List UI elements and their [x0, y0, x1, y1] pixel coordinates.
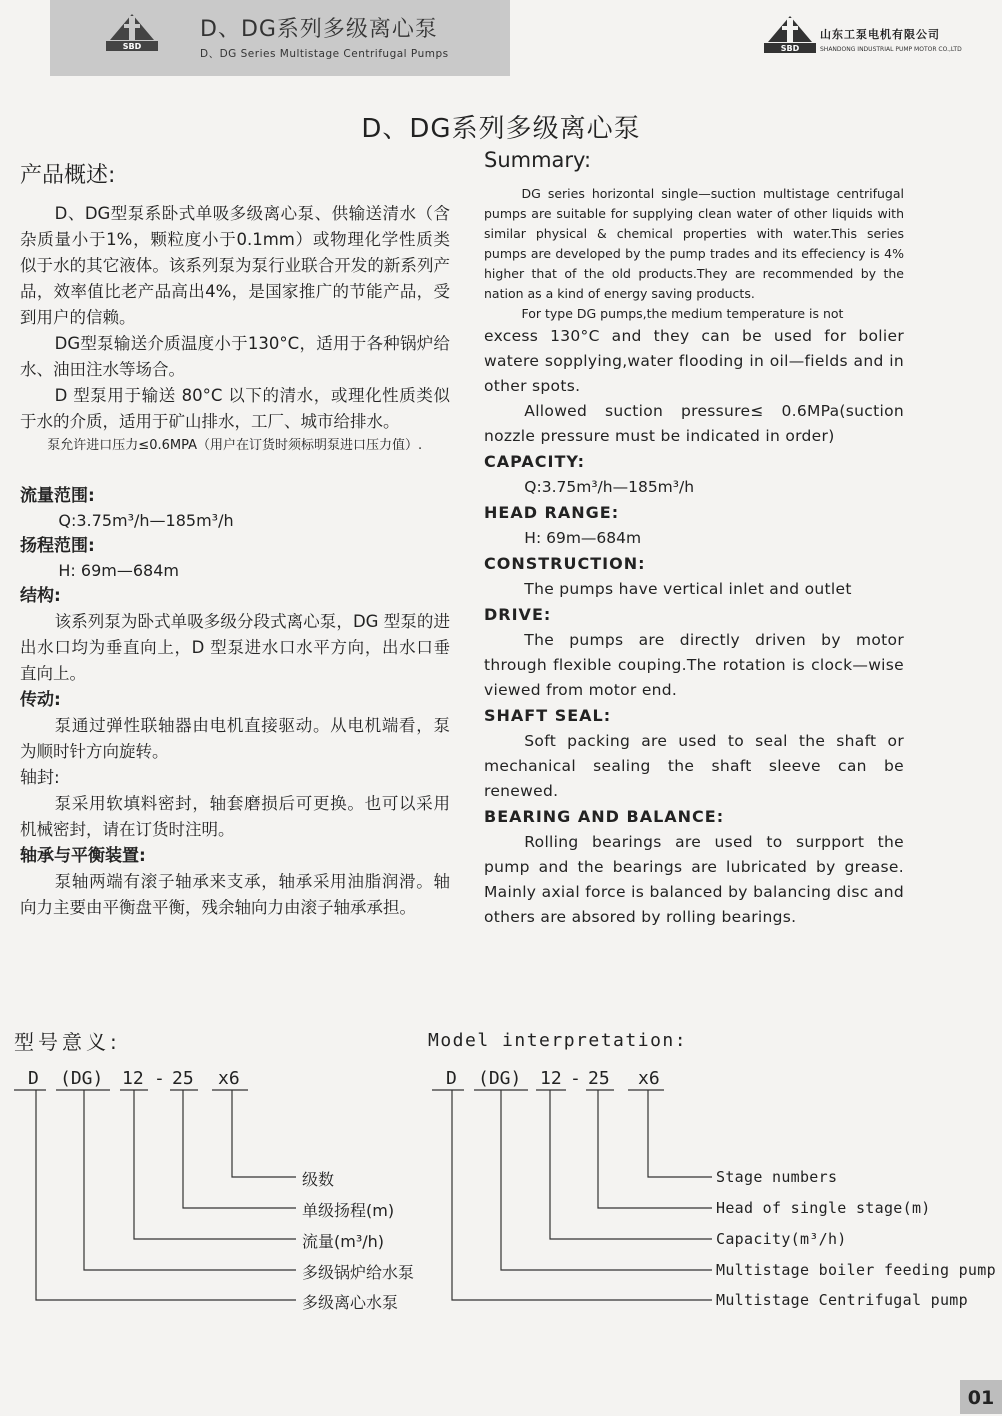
label-en-stages: Stage numbers [716, 1168, 838, 1186]
overview-paragraph-4: 泵允许进口压力≤0.6MPA（用户在订货时须标明泵进口压力值）. [47, 438, 423, 453]
bearing-heading: 轴承与平衡装置: [20, 846, 146, 866]
flow-value: Q:3.75m³/h—185m³/h [58, 511, 234, 530]
label-cn-head: 单级扬程(m) [302, 1201, 395, 1220]
code-part-dg: (DG) [60, 1068, 104, 1089]
drive-heading-en: DRIVE: [484, 605, 552, 624]
header-title: D、DG系列多级离心泵 [200, 17, 438, 42]
code-part-dg: (DG) [478, 1068, 522, 1089]
head-value: H: 69m—684m [58, 561, 179, 580]
bearing-text: 泵轴两端有滚子轴承来支承，轴承采用油脂润滑。轴向力主要由平衡盘平衡，残余轴向力由滚子轴承承担。 [20, 872, 450, 917]
overview-paragraph-2: DG型泵输送介质温度小于130°C，适用于各种锅炉给水、油田注水等场合。 [20, 334, 450, 379]
construction-heading: CONSTRUCTION: [484, 554, 646, 573]
head-range-heading: HEAD RANGE: [484, 503, 620, 522]
summary-paragraph-1: DG series horizontal single—suction multistage centrifugal pumps are suitable for supplying clean water of other liquids with similar physical & chemical properties with water.This series pumps are developed by the pump trades and its effeciency is 4% higher that of the old products.They are recommended by the nation as a kind of energy saving products. [484, 186, 904, 301]
overview-paragraph-3: D 型泵用于输送 80°C 以下的清水，或理化性质类似于水的介质，适用于矿山排水，工厂、城市给排水。 [20, 386, 450, 431]
overview-paragraph-1: D、DG型泵系卧式单吸多级离心泵、供输送清水（含杂质量小于1%，颗粒度小于0.1mm）或物理化学性质类似于水的其它液体。该系列泵为泵行业联合开发的新系列产品，效率值比老产品高出4%，是国家推广的节能产品，受到用户的信赖。 [20, 204, 450, 327]
drive-text: 泵通过弹性联轴器由电机直接驱动。从电机端看，泵为顺时针方向旋转。 [20, 716, 450, 761]
label-cn-centrifugal: 多级离心水泵 [302, 1293, 399, 1312]
code-part-d: D [446, 1068, 457, 1089]
overview-heading: 产品概述: [20, 163, 116, 188]
model-title-en: Model interpretation: [428, 1030, 688, 1051]
summary-paragraph-2b: excess 130°C and they can be used for bolier watere sopplying,water flooding in oil—fields and in other spots. [484, 327, 904, 395]
header-subtitle: D、DG Series Multistage Centrifugal Pumps [200, 48, 449, 60]
summary-paragraph-2a: For type DG pumps,the medium temperature is not [521, 306, 844, 321]
code-dash: - [570, 1068, 581, 1089]
label-en-head: Head of single stage(m) [716, 1199, 931, 1217]
label-cn-stages: 级数 [302, 1170, 335, 1189]
code-part-stages: x6 [638, 1068, 660, 1089]
logo-text: SBD [122, 42, 142, 51]
shaft-seal-heading: SHAFT SEAL: [484, 706, 612, 725]
construction-text: The pumps have vertical inlet and outlet [524, 580, 852, 598]
label-cn-capacity: 流量(m³/h) [302, 1232, 385, 1251]
code-part-stages: x6 [218, 1068, 240, 1089]
structure-heading: 结构: [20, 586, 61, 606]
logo-text: SBD [780, 44, 800, 53]
code-dash: - [154, 1068, 165, 1089]
seal-heading: 轴封: [20, 768, 60, 788]
bearing-balance-heading: BEARING AND BALANCE: [484, 807, 725, 826]
code-part-d: D [28, 1068, 39, 1089]
drive-text-en: The pumps are directly driven by motor through flexible couping.The rotation is clock—wise viewed from motor end. [484, 631, 904, 699]
company-name-cn: 山东工泵电机有限公司 [820, 28, 940, 41]
shaft-seal-text: Soft packing are used to seal the shaft or mechanical sealing the shaft sleeve can be renewed. [484, 732, 904, 800]
label-en-capacity: Capacity(m³/h) [716, 1230, 847, 1248]
code-part-capacity: 12 [122, 1068, 144, 1089]
code-part-head: 25 [588, 1068, 610, 1089]
drive-heading: 传动: [20, 690, 61, 710]
label-en-centrifugal: Multistage Centrifugal pump [716, 1291, 968, 1309]
flow-heading: 流量范围: [20, 486, 95, 506]
model-title-cn: 型号意义: [14, 1030, 121, 1054]
summary-heading: Summary: [484, 148, 592, 172]
page-number: 01 [960, 1380, 1002, 1414]
label-cn-boiler: 多级锅炉给水泵 [302, 1263, 415, 1282]
capacity-heading: CAPACITY: [484, 452, 585, 471]
company-name-en: SHANDONG INDUSTRIAL PUMP MOTOR CO.,LTD [820, 46, 962, 53]
label-en-boiler: Multistage boiler feeding pump [716, 1261, 996, 1279]
page-title: D、DG系列多级离心泵 [361, 114, 641, 144]
structure-text: 该系列泵为卧式单吸多级分段式离心泵，DG 型泵的进出水口均为垂直向上，D 型泵进水口水平方向，出水口垂直向上。 [20, 612, 450, 683]
code-part-capacity: 12 [540, 1068, 562, 1089]
summary-paragraph-3: Allowed suction pressure≤ 0.6MPa(suction nozzle pressure must be indicated in order) [484, 402, 904, 445]
seal-text: 泵采用软填料密封，轴套磨损后可更换。也可以采用机械密封，请在订货时注明。 [20, 794, 450, 839]
capacity-value: Q:3.75m³/h—185m³/h [524, 478, 695, 496]
head-range-value: H: 69m—684m [524, 529, 642, 547]
code-part-head: 25 [172, 1068, 194, 1089]
head-heading: 扬程范围: [20, 536, 95, 556]
bearing-balance-text: Rolling bearings are used to surpport the pump and the bearings are lubricated by grease. Mainly axial force is balanced by balancing disc and others are absored by rolling bearings. [484, 833, 904, 926]
